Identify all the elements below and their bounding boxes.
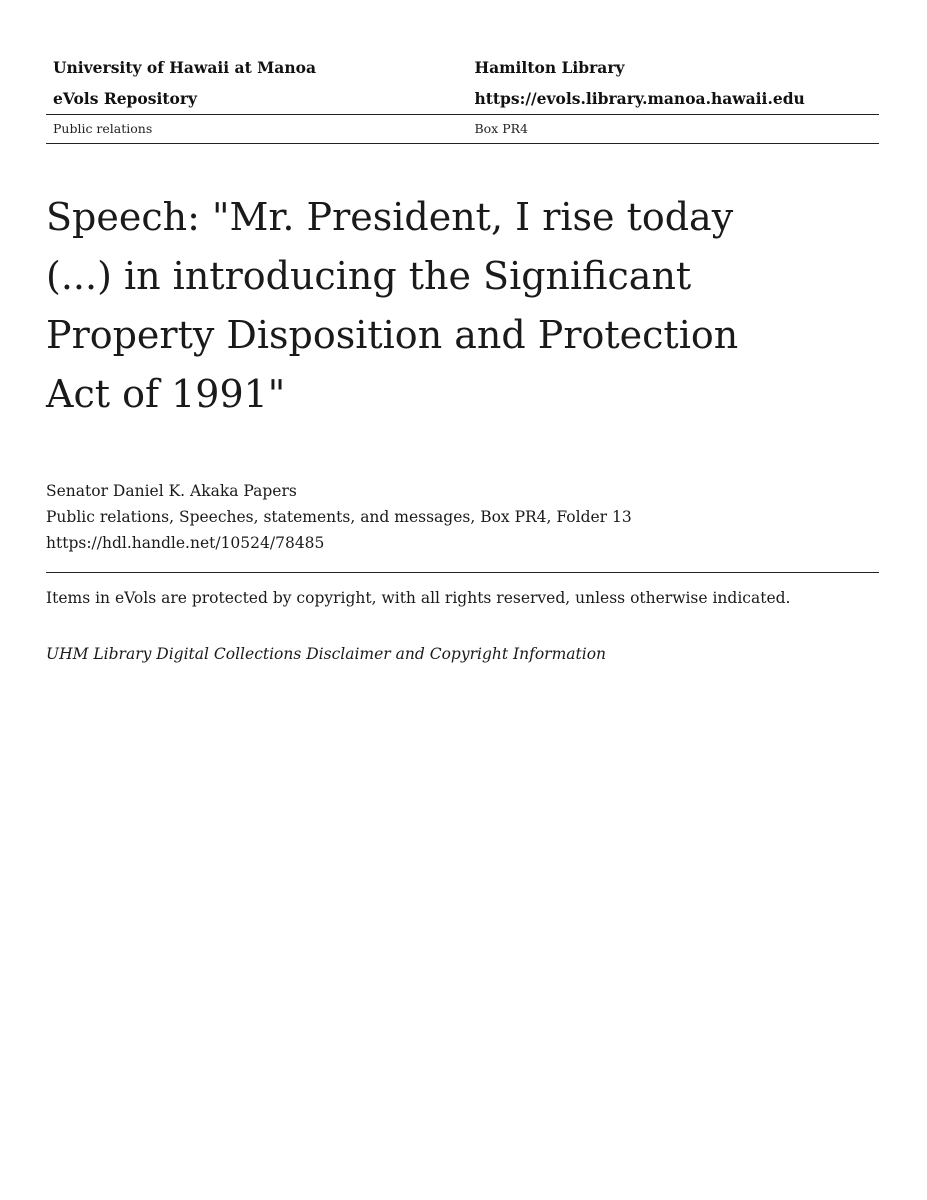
disclaimer-link[interactable]: UHM Library Digital Collections Disclaimer and Copyright Information xyxy=(46,645,607,663)
rights-statement: Items in eVols are protected by copyright, with all rights reserved, unless otherwise indicated. xyxy=(46,589,791,607)
document-title: Speech: "Mr. President, I rise today (...) in introducing the Significant Property Disposition and Protection Act of 1991" xyxy=(46,195,739,416)
folder-location: Public relations, Speeches, statements, and messages, Box PR4, Folder 13 xyxy=(46,508,632,526)
document-metadata xyxy=(46,478,879,556)
header-row-1 xyxy=(46,52,879,83)
header-bottom-divider xyxy=(46,143,879,144)
handle-link[interactable]: https://hdl.handle.net/10524/78485 xyxy=(46,534,325,552)
repository-url[interactable]: https://evols.library.manoa.hawaii.edu xyxy=(474,89,805,108)
box-label: Box PR4 xyxy=(474,121,528,136)
collection-name: Senator Daniel K. Akaka Papers xyxy=(46,482,297,500)
header-row-2 xyxy=(46,83,879,114)
library-name: Hamilton Library xyxy=(474,58,625,77)
series-name: Public relations xyxy=(53,121,153,136)
header-row-3 xyxy=(46,115,879,143)
footer-divider xyxy=(46,572,879,573)
repository-name: eVols Repository xyxy=(53,89,198,108)
header-table xyxy=(46,52,879,144)
institution-name: University of Hawaii at Manoa xyxy=(53,58,316,77)
